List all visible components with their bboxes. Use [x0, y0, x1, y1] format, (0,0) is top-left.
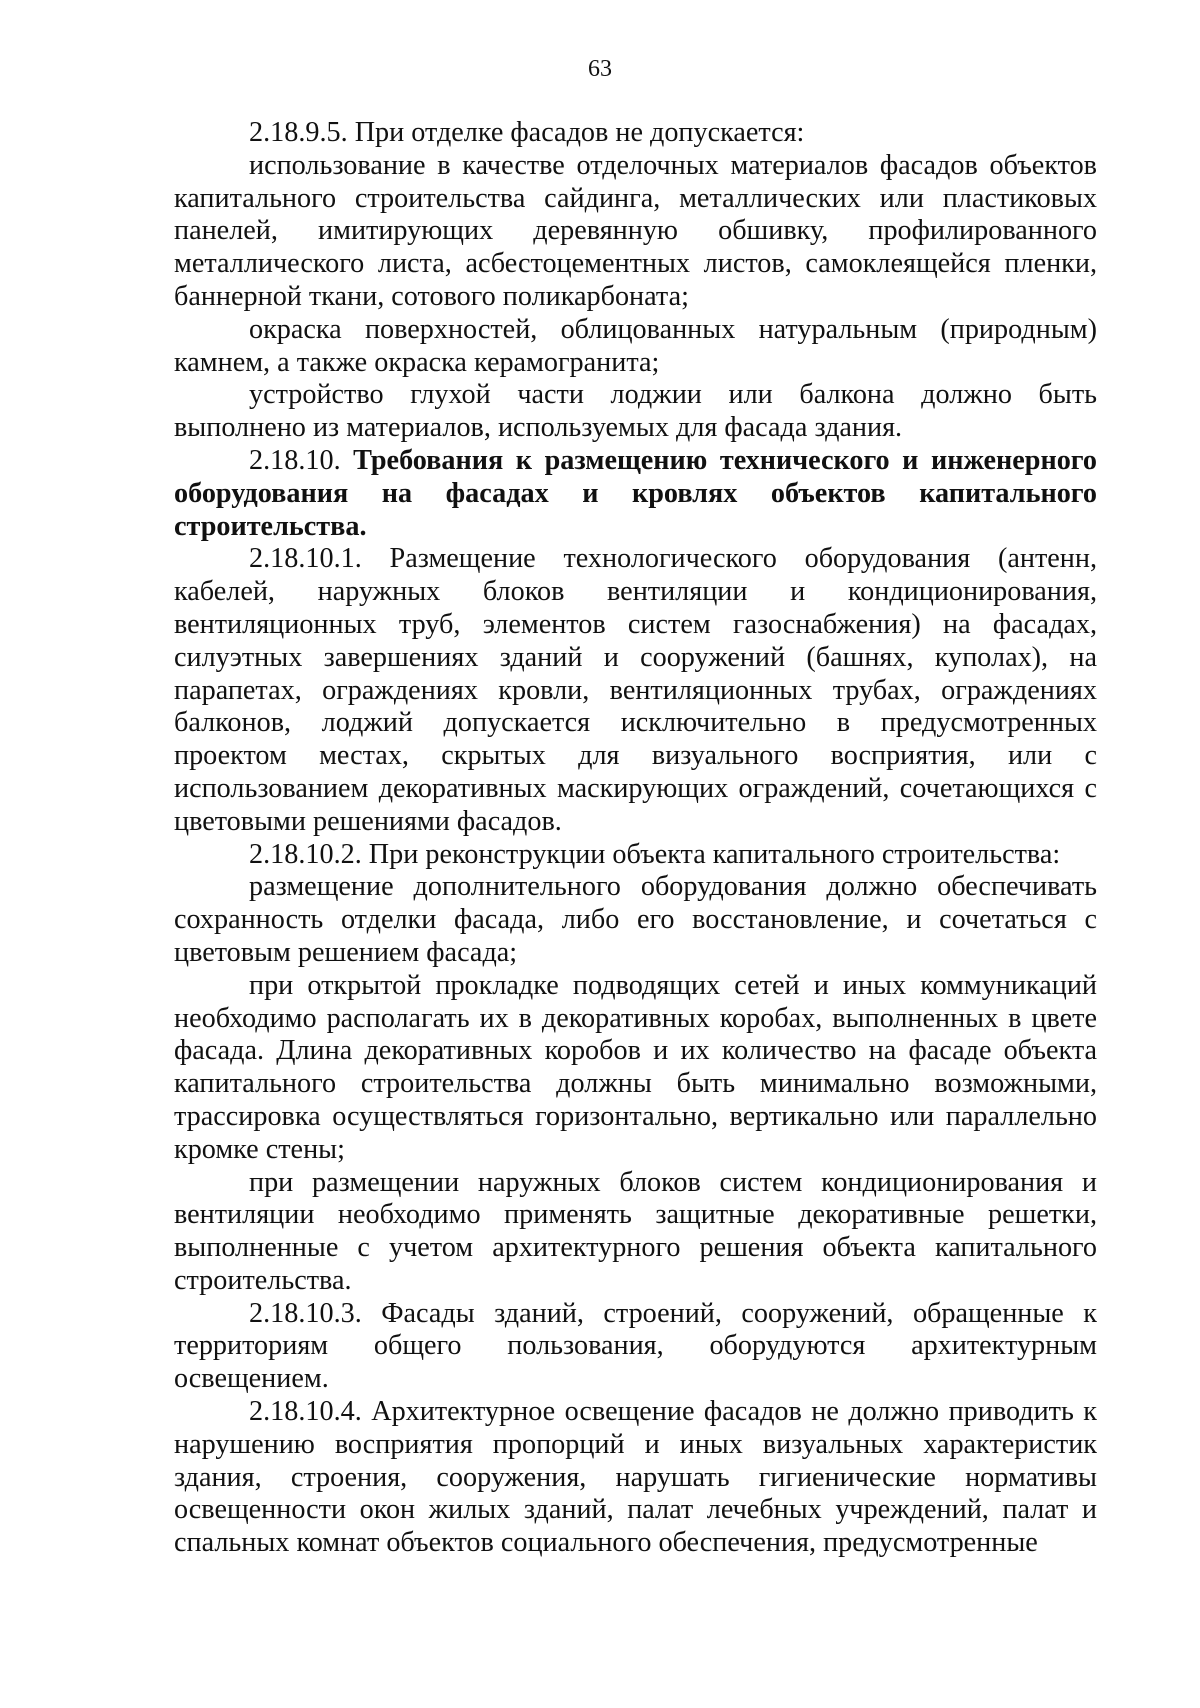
- paragraph-2-18-10-1: 2.18.10.1. Размещение технологического оборудования (антенн, кабелей, наружных блоков вентиляции и кондиционирования, вентиляционных труб, элементов систем газоснабжения) на фасадах, силуэтных завершениях зданий и сооружений (башнях, куполах), на парапетах, ограждениях кровли, вентиляционных трубах, ограждениях балконов, лоджий допускается исключительно в предусмотренных проектом местах, скрытых для визуального восприятия, или с использованием декоративных маскирующих ограждений, сочетающихся с цветовыми решениями фасадов.: [174, 543, 1097, 837]
- paragraph-2-18-10-3: 2.18.10.3. Фасады зданий, строений, сооружений, обращенные к территориям общего пользования, оборудуются архитектурным освещением.: [174, 1297, 1097, 1395]
- paragraph-loggia-requirement: устройство глухой части лоджии или балкона должно быть выполнено из материалов, используемых для фасада здания.: [174, 379, 1097, 444]
- document-body: [174, 117, 1097, 1560]
- paragraph-equipment-placement: размещение дополнительного оборудования должно обеспечивать сохранность отделки фасада, либо его восстановление, и сочетаться с цветовым решением фасада;: [174, 871, 1097, 968]
- page-number: 63: [588, 56, 612, 82]
- section-heading-text: Требования к размещению технического и инженерного оборудования на фасадах и кровлях объектов капитального строительства.: [174, 444, 1097, 542]
- paragraph-2-18-10-2: 2.18.10.2. При реконструкции объекта капитального строительства:: [249, 838, 1061, 870]
- section-number: 2.18.10.: [249, 444, 341, 476]
- section-heading-2-18-10: [174, 445, 1097, 543]
- paragraph-2-18-10-4: 2.18.10.4. Архитектурное освещение фасадов не должно приводить к нарушению восприятия пропорций и иных визуальных характеристик здания, строения, сооружения, нарушать гигиенические нормативы освещенности окон жилых зданий, палат лечебных учреждений, палат и спальных комнат объектов социального обеспечения, предусмотренные: [174, 1396, 1097, 1559]
- paragraph-ac-units: при размещении наружных блоков систем кондиционирования и вентиляции необходимо применять защитные декоративные решетки, выполненные с учетом архитектурного решения объекта капитального строительства.: [174, 1166, 1097, 1296]
- paragraph-open-wiring: при открытой прокладке подводящих сетей и иных коммуникаций необходимо располагать их в декоративных коробах, выполненных в цвете фасада. Длина декоративных коробов и их количество на фасаде объекта капитального строительства должны быть минимально возможными, трассировка осуществляться горизонтально, вертикально или параллельно кромке стены;: [174, 969, 1097, 1165]
- paragraph-painting-prohibition: окраска поверхностей, облицованных натуральным (природным) камнем, а также окраска керамогранита;: [174, 313, 1097, 378]
- paragraph-siding-prohibition: использование в качестве отделочных материалов фасадов объектов капитального строительства сайдинга, металлических или пластиковых панелей, имитирующих деревянную обшивку, профилированного металлического листа, асбестоцементных листов, самоклеящейся пленки, баннерной ткани, сотового поликарбоната;: [174, 149, 1097, 312]
- paragraph-2-18-9-5: 2.18.9.5. При отделке фасадов не допускается:: [249, 117, 805, 148]
